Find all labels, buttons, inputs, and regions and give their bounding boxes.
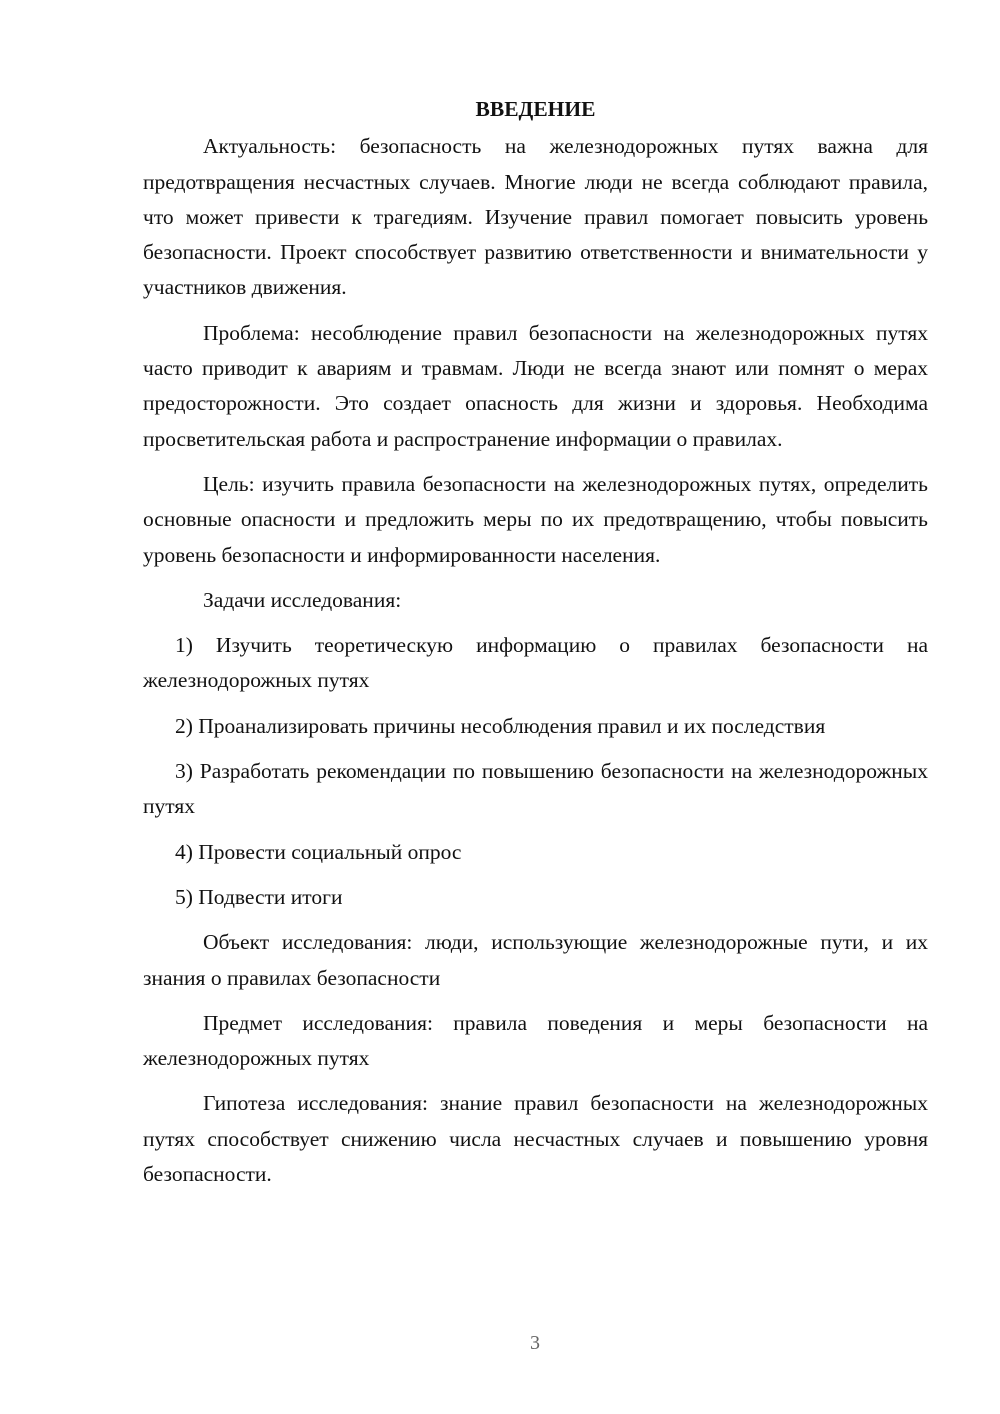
goal-paragraph: Цель: изучить правила безопасности на железнодорожных путях, определить основные опасности и предложить меры по их предотвращению, чтобы повысить уровень безопасности и информированности населения. [143, 471, 928, 567]
object-paragraph: Объект исследования: люди, использующие железнодорожные пути, и их знания о правилах безопасности [143, 930, 928, 990]
page-number: 3 [530, 1332, 540, 1354]
task-item-3: 3) Разработать рекомендации по повышению безопасности на железнодорожных путях [143, 759, 928, 819]
problem-paragraph: Проблема: несоблюдение правил безопасности на железнодорожных путях часто приводит к авариям и травмам. Люди не всегда знают или помнят о мерах предосторожности. Это создает опасность для жизни и здоровья. Необходима просветительская работа и распространение информации о правилах. [143, 320, 928, 451]
task-item-2: 2) Проанализировать причины несоблюдения правил и их последствия [175, 713, 826, 738]
task-item-1: 1) Изучить теоретическую информацию о правилах безопасности на железнодорожных путях [143, 633, 928, 693]
subject-paragraph: Предмет исследования: правила поведения и меры безопасности на железнодорожных путях [143, 1010, 928, 1071]
hypothesis-paragraph: Гипотеза исследования: знание правил безопасности на железнодорожных путях способствует снижению числа несчастных случаев и повышению уровня безопасности. [143, 1091, 928, 1187]
section-heading: ВВЕДЕНИЕ [475, 97, 596, 121]
task-item-5: 5) Подвести итоги [175, 884, 343, 909]
relevance-paragraph: Актуальность: безопасность на железнодорожных путях важна для предотвращения несчастных случаев. Многие люди не всегда соблюдают правила, что может привести к трагедиям. Изучение правил помогает повысить уровень безопасности. Проект способствует развитию ответственности и внимательности у участников движения. [143, 134, 928, 300]
page-content [143, 92, 928, 1202]
task-item-4: 4) Провести социальный опрос [175, 839, 462, 864]
tasks-title: Задачи исследования: [203, 587, 402, 612]
